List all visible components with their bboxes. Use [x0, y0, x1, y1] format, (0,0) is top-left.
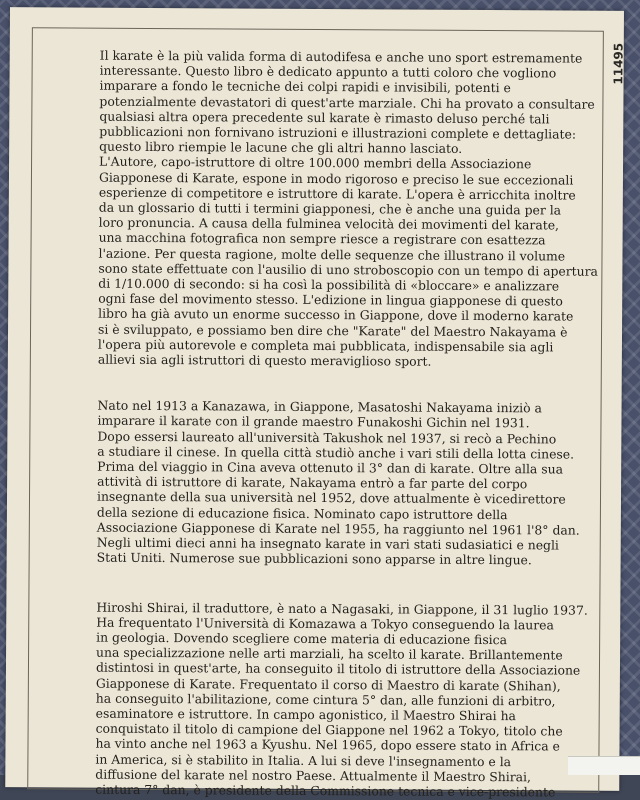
- text-line: imparare il karate con il grande maestro Funakoshi Gichin nel 1931.: [97, 413, 530, 431]
- text-line: della sezione di educazione fisica. Nominato capo istruttore della: [96, 504, 508, 522]
- text-line: Negli ultimi dieci anni ha insegnato karate in vari stati sudasiatici e negli: [96, 534, 559, 553]
- text-line: da un glossario di tutti i termini giapponesi, che è anche una guida per la: [98, 199, 562, 218]
- text-line: imparare a fondo le tecniche dei colpi rapidi e invisibili, potenti e: [99, 78, 511, 96]
- price-sticker: [568, 756, 640, 775]
- text-line: conquistato il titolo di campione del Giappone nel 1962 a Tokyo, titolo che: [95, 720, 563, 739]
- text-line: loro pronuncia. A causa della fulminea velocità dei movimenti del karate,: [98, 214, 560, 233]
- text-line: Nato nel 1913 a Kanazawa, in Giappone, Masatoshi Nakayama iniziò a: [97, 397, 542, 416]
- text-line: ha conseguito l'abilitazione, come cintura 5° dan, alle funzioni di arbitro,: [95, 690, 556, 709]
- text-line: potenzialmente devastatori di quest'arte marziale. Chi ha provato a consultare: [99, 93, 595, 112]
- text-line: una macchina fotografica non sempre riesce a registrare con esattezza: [98, 230, 546, 248]
- text-line: Associazione Giapponese di Karate nel 1955, ha raggiunto nel 1961 l'8° dan.: [96, 519, 580, 538]
- paragraph-translator-bio: [95, 599, 588, 800]
- cover-text: [95, 47, 599, 800]
- text-line: di 1/10.000 di secondo: si ha così la possibilità di «bloccare» e analizzare: [98, 275, 560, 294]
- text-line: si è sviluppato, e possiamo ben dire che "Karate" del Maestro Nakayama è: [97, 321, 568, 340]
- text-line: ha vinto anche nel 1963 a Kyushu. Nel 1965, dopo essere stato in Africa e: [95, 735, 560, 754]
- text-line: in America, si è stabilito in Italia. A lui si deve l'insegnamento e la: [95, 751, 512, 769]
- text-line: l'azione. Per questa ragione, molte delle sequenze che illustrano il volume: [98, 245, 566, 264]
- text-line: Ha frequentato l'Università di Komazawa a Tokyo conseguendo la laurea: [96, 614, 554, 633]
- text-line: a studiare il cinese. In quella città studiò anche i vari stili della lotta cinese.: [97, 443, 575, 462]
- text-line: allievi sia agli istruttori di questo meraviglioso sport.: [97, 351, 432, 369]
- text-line: l'opera più autorevole e completa mai pubblicata, indispensabile sia agli: [97, 336, 554, 355]
- paragraph-author-bio: [96, 397, 580, 568]
- text-line: esperienze di competitore e istruttore di karate. L'opera è arricchita inoltre: [98, 184, 576, 203]
- text-line: Giapponese di Karate. Frequentato il corso di Maestro di karate (Shihan),: [95, 675, 561, 694]
- text-line: Giapponese di Karate, espone in modo rigoroso e preciso le sue eccezionali: [98, 169, 574, 188]
- text-line: Prima del viaggio in Cina aveva ottenuto il 3° dan di karate. Oltre alla sua: [97, 458, 564, 477]
- text-line: questo libro riempie le lacune che gli altri hanno lasciato.: [99, 138, 463, 157]
- text-line: libro ha già avuto un enorme successo in Giappone, dove il moderno karate: [98, 306, 574, 325]
- text-line: insegnante della sua università nel 1952, dove attualmente è vicedirettore: [96, 489, 566, 508]
- text-line: diffusione del karate nel nostro Paese. Attualmente il Maestro Shirai,: [95, 766, 531, 785]
- text-line: attività di istruttore di karate, Nakayama entrò a far parte del corpo: [97, 473, 528, 492]
- text-line: distintosi in quest'arte, ha conseguito il titolo di istruttore della Associazione: [95, 659, 581, 678]
- text-line: esaminatore e istruttore. In campo agonistico, il Maestro Shirai ha: [95, 705, 517, 724]
- text-line: Dopo essersi laureato all'università Takushok nel 1937, si recò a Pechino: [97, 428, 557, 447]
- text-line: in geologia. Dovendo scegliere come materia di educazione fisica: [96, 629, 508, 648]
- text-line: qualsiasi altra opera precedente sul karate è rimasto deluso perché tali: [99, 108, 550, 127]
- text-line: cintura 7° dan, è presidente della Commissione tecnica e vice-presidente: [95, 781, 556, 800]
- text-line: L'Autore, capo-istruttore di oltre 100.000 membri della Associazione: [99, 154, 532, 172]
- catalog-number: 11495: [611, 42, 626, 85]
- book-back-cover: [5, 7, 626, 800]
- text-line: Il karate è la più valida forma di autodifesa e anche uno sport estremamente: [99, 47, 583, 66]
- text-line: una specializzazione nelle arti marziali, ha scelto il karate. Brillantemente: [96, 644, 563, 663]
- text-line: pubblicazioni non fornivano istruzioni e illustrazioni complete e dettagliate:: [99, 123, 577, 142]
- text-line: Hiroshi Shirai, il traduttore, è nato a Nagasaki, in Giappone, il 31 luglio 1937.: [96, 599, 588, 618]
- text-line: interessante. Questo libro è dedicato appunto a tutti coloro che vogliono: [99, 62, 557, 81]
- text-line: ogni fase del movimento stesso. L'edizione in lingua giapponese di questo: [98, 290, 563, 309]
- text-line: Stati Uniti. Numerose sue pubblicazioni sono apparse in altre lingue.: [96, 549, 532, 568]
- text-line: sono state effettuate con l'ausilio di uno stroboscopio con un tempo di apertura: [98, 260, 599, 279]
- paragraph-book-description: [97, 47, 599, 370]
